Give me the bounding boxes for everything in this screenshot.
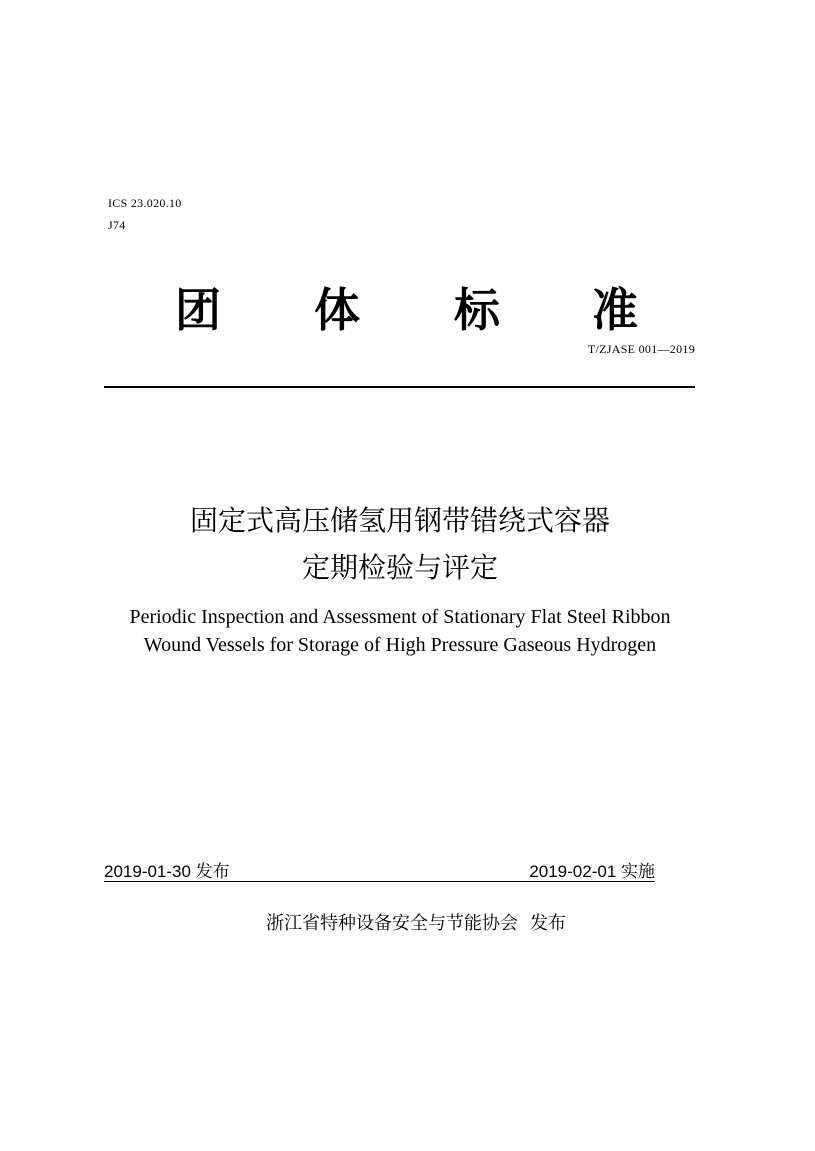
title-en-line-2: Wound Vessels for Storage of High Pressure Gaseous Hydrogen	[143, 634, 657, 656]
title-cn-line-1: 固定式高压储氢用钢带错绕式容器	[189, 504, 610, 537]
ics-code: ICS 23.020.10	[108, 196, 182, 210]
standard-type-char-1: 团	[175, 283, 221, 337]
publisher-name: 浙江省特种设备安全与节能协会	[266, 913, 518, 934]
header-divider	[104, 386, 695, 388]
standard-type-char-3: 标	[454, 283, 500, 337]
publish-date: 2019-01-30 发布	[104, 862, 230, 881]
title-en-line-1: Periodic Inspection and Assessment of Stationary Flat Steel Ribbon	[129, 606, 671, 628]
standard-number: T/ZJASE 001—2019	[587, 342, 695, 356]
standard-type-char-4: 准	[592, 283, 638, 337]
standard-type-char-2: 体	[314, 283, 360, 337]
title-cn-line-2: 定期检验与评定	[301, 551, 498, 584]
implement-date: 2019-02-01 实施	[529, 862, 655, 881]
publisher-action: 发布	[530, 913, 566, 934]
date-row	[104, 861, 655, 882]
ccs-code: J74	[108, 218, 126, 232]
publisher	[266, 913, 566, 935]
